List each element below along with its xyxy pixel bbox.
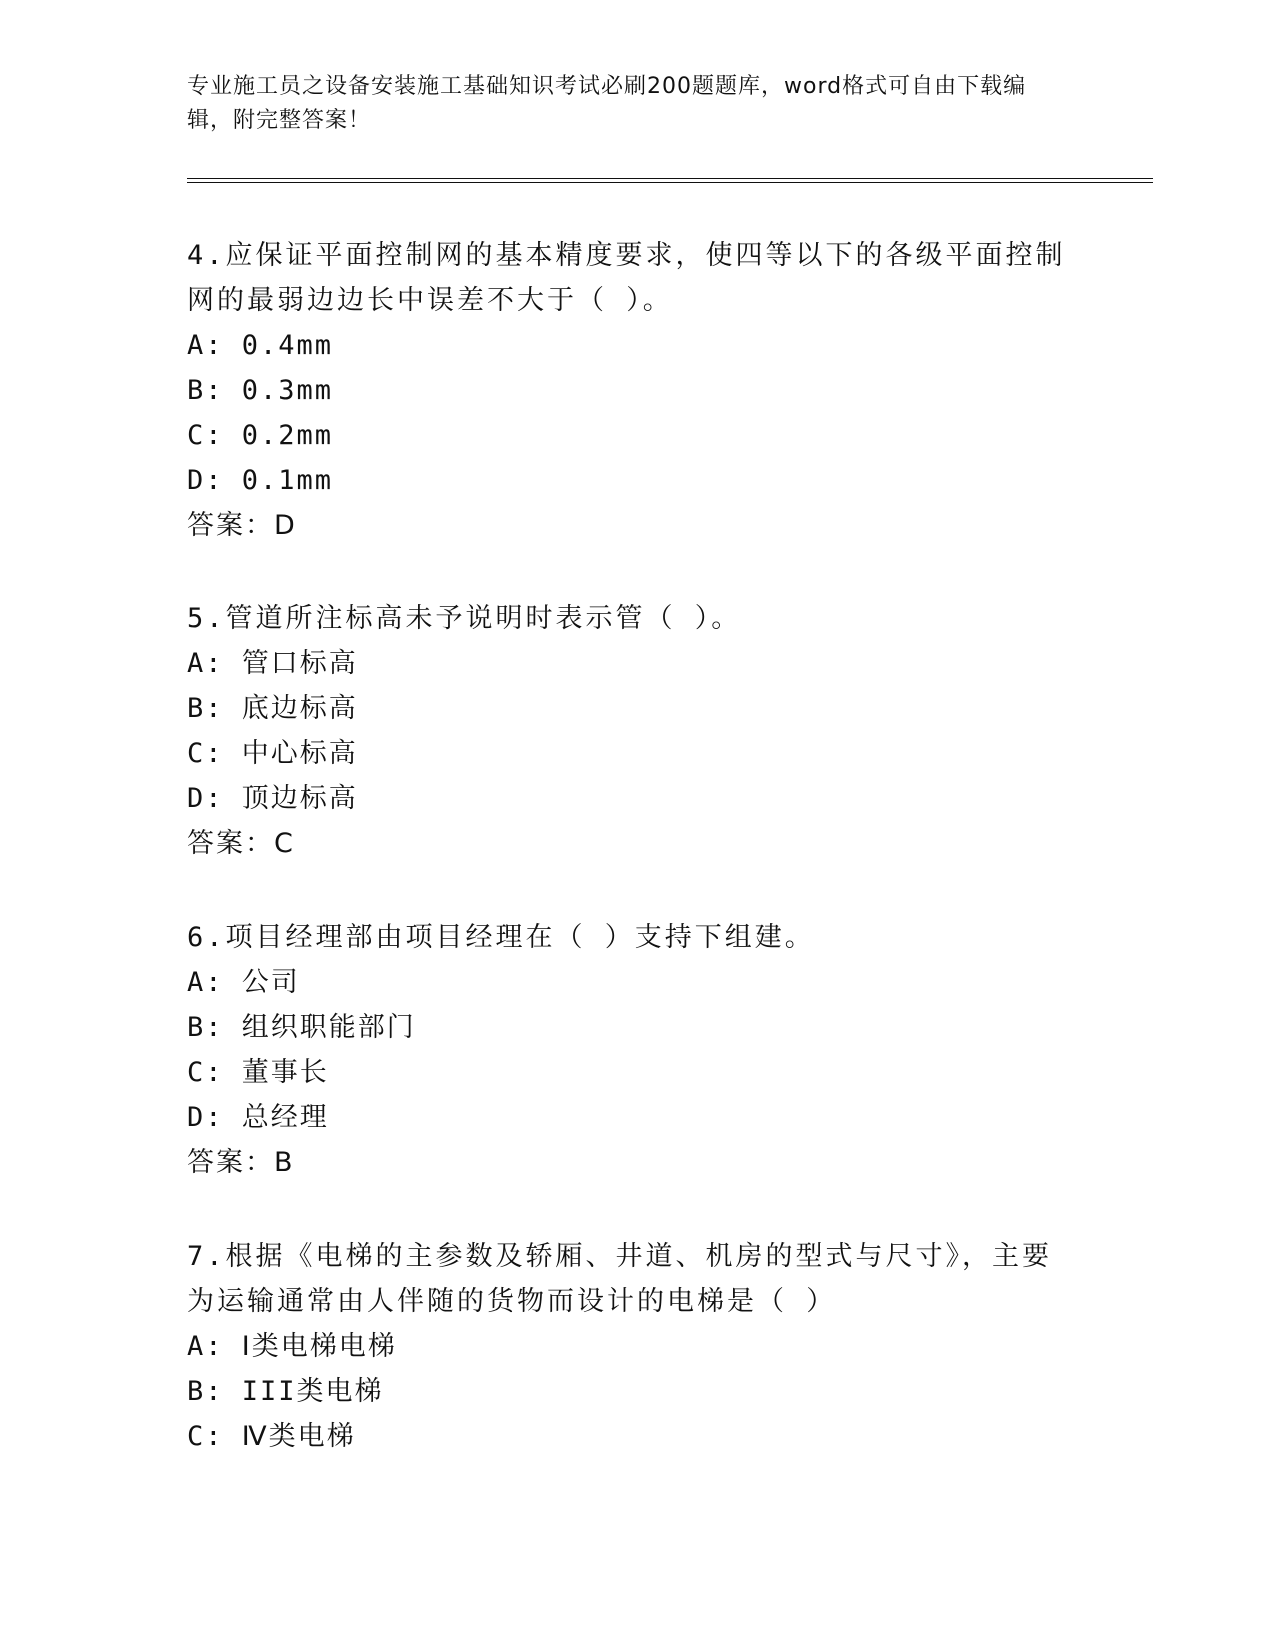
option-a: A: 0.4mm (187, 330, 334, 361)
option-d: D: 0.1mm (187, 465, 334, 496)
option-d: D: 总经理 (187, 1102, 329, 1133)
question-stem: 6.项目经理部由项目经理在（ ）支持下组建。 (187, 922, 815, 953)
option-c: C: 中心标高 (187, 738, 358, 769)
option-c: C: Ⅳ类电梯 (187, 1421, 356, 1452)
question-stem: 7.根据《电梯的主参数及轿厢、井道、机房的型式与尺寸》，主要为运输通常由人伴随的货物而设计的电梯是（ ） (187, 1241, 1053, 1317)
option-b: B: 底边标高 (187, 693, 358, 724)
answer-line: 答案：D (187, 510, 297, 541)
question-stem: 5.管道所注标高未予说明时表示管（ ）。 (187, 603, 742, 634)
question-7 (187, 1234, 1077, 1459)
option-b: B: III类电梯 (187, 1376, 384, 1407)
option-a: A: Ⅰ类电梯电梯 (187, 1331, 397, 1362)
question-6 (187, 915, 1077, 1185)
option-c: C: 0.2mm (187, 420, 334, 451)
option-a: A: 管口标高 (187, 648, 358, 679)
page-header-title: 专业施工员之设备安装施工基础知识考试必刷200题题库，word格式可自由下载编辑，附完整答案！ (187, 74, 1027, 133)
answer-line: 答案：C (187, 828, 295, 859)
question-stem: 4.应保证平面控制网的基本精度要求，使四等以下的各级平面控制网的最弱边边长中误差不大于（ ）。 (187, 240, 1066, 316)
option-a: A: 公司 (187, 967, 300, 998)
answer-line: 答案：B (187, 1147, 295, 1178)
option-b: B: 组织职能部门 (187, 1012, 416, 1043)
header-divider (187, 178, 1153, 183)
option-d: D: 顶边标高 (187, 783, 358, 814)
option-b: B: 0.3mm (187, 375, 334, 406)
question-4 (187, 233, 1077, 548)
question-5 (187, 596, 1077, 866)
option-c: C: 董事长 (187, 1057, 329, 1088)
